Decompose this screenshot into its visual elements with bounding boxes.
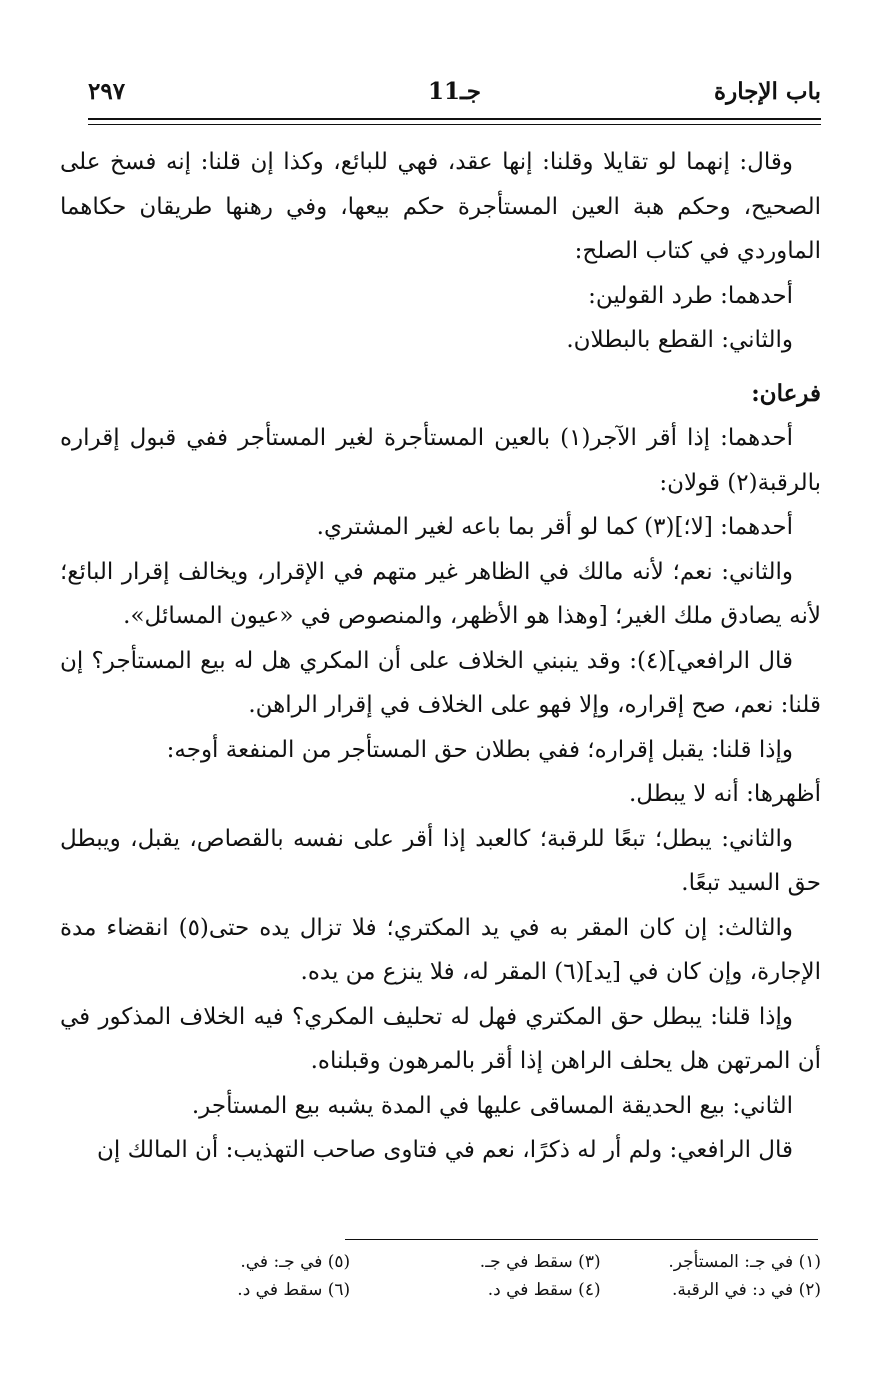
paragraph: والثالث: إن كان المقر به في يد المكتري؛ فلا تزال يده حتى(٥) انقضاء مدة الإجارة، وإن كان في [يد](٦) المقر له، فلا ينزع من يده. — [60, 914, 821, 985]
paragraph: قال الرافعي: ولم أر له ذكرًا، نعم في فتاوى صاحب التهذيب: أن المالك إن — [97, 1137, 793, 1163]
footnote-row — [150, 1252, 821, 1280]
paragraph: أظهرها: أنه لا يبطل. — [629, 781, 821, 807]
footnote-5: (٥) في جـ: في. — [240, 1252, 351, 1272]
paragraph: أحدهما: طرد القولين: — [588, 282, 793, 309]
chapter-title: باب الإجارة — [714, 78, 821, 105]
footnotes — [150, 1252, 821, 1308]
page-number: ٢٩٧ — [88, 78, 126, 105]
footnote-row — [150, 1280, 821, 1308]
paragraph: وإذا قلنا: يبطل حق المكتري فهل له تحليف المكري؟ فيه الخلاف المذكور في أن المرتهن هل يحلف الراهن إذا أقر بالمرهون وقبلناه. — [60, 1003, 821, 1074]
paragraph: وقال: إنهما لو تقايلا وقلنا: إنها عقد، فهي للبائع، وكذا إن قلنا: إنه فسخ على الصحيح، وحكم هبة العين المستأجرة حكم بيعها، وفي رهنها طريقان حكاهما الماوردي في كتاب الصلح: — [60, 149, 821, 264]
paragraph: والثاني: نعم؛ لأنه مالك في الظاهر غير متهم في الإقرار، ويخالف إقرار البائع؛ لأنه يصادق ملك الغير؛ [وهذا هو الأظهر، والمنصوص في «عيون المسائل». — [60, 558, 821, 629]
header-rule-thick — [88, 118, 821, 120]
header-rule-thin — [88, 124, 821, 125]
footnote-6: (٦) سقط في د. — [237, 1280, 351, 1300]
footnote-3: (٣) سقط في جـ. — [479, 1252, 601, 1272]
paragraph: قال الرافعي](٤): وقد ينبني الخلاف على أن المكري هل له بيع المستأجر؟ إن قلنا: نعم، صح إقراره، وإلا فهو على الخلاف في إقرار الراهن. — [60, 647, 821, 718]
footnote-2: (٢) في د: في الرقبة. — [672, 1280, 821, 1300]
section-heading: فرعان: — [751, 379, 821, 407]
paragraph: والثاني: القطع بالبطلان. — [566, 327, 793, 353]
footnote-separator — [345, 1239, 818, 1240]
paragraph: والثاني: يبطل؛ تبعًا للرقبة؛ كالعبد إذا أقر على نفسه بالقصاص، يقبل، ويبطل حق السيد تبعًا. — [60, 825, 821, 896]
footnote-1: (١) في جـ: المستأجر. — [668, 1252, 821, 1272]
footnote-4: (٤) سقط في د. — [487, 1280, 601, 1300]
main-text — [60, 140, 821, 1173]
paragraph: أحدهما: [لا؛](٣) كما لو أقر بما باعه لغير المشتري. — [316, 514, 793, 540]
volume-label: جـ11 — [428, 78, 481, 105]
paragraph: وإذا قلنا: يقبل إقراره؛ ففي بطلان حق المستأجر من المنفعة أوجه: — [166, 736, 793, 763]
running-header — [88, 78, 821, 118]
paragraph: أحدهما: إذا أقر الآجر(١) بالعين المستأجرة لغير المستأجر ففي قبول إقراره بالرقبة(٢) قولان: — [60, 425, 821, 496]
paragraph: الثاني: بيع الحديقة المساقى عليها في المدة يشبه بيع المستأجر. — [191, 1092, 793, 1119]
